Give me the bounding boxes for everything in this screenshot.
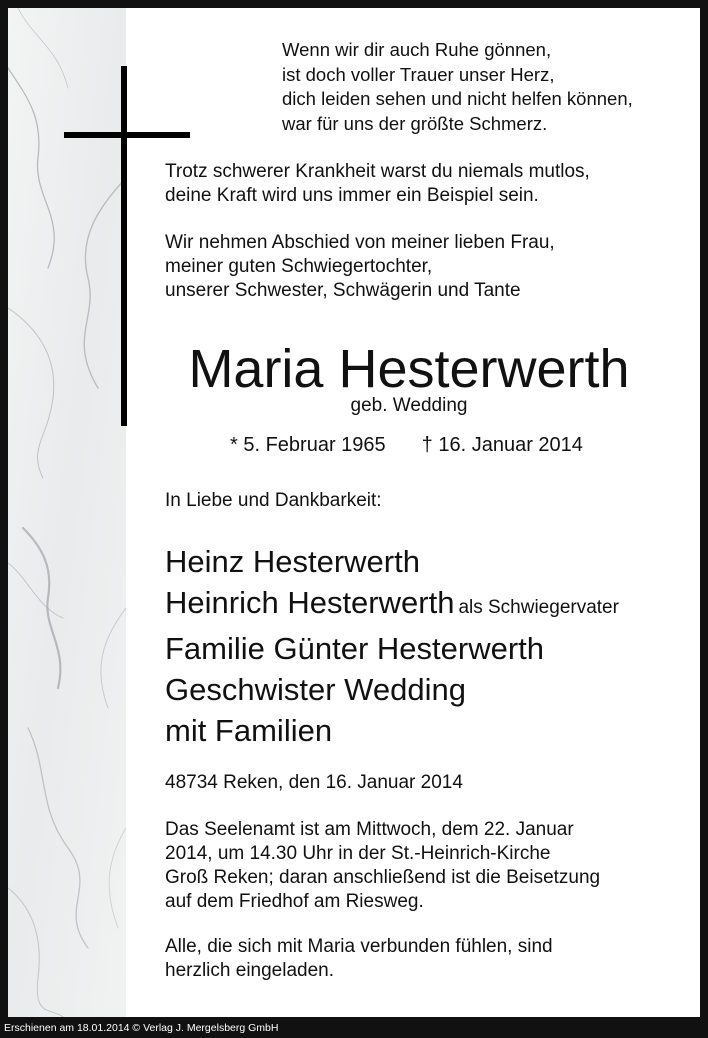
place-and-date: 48734 Reken, den 16. Januar 2014 xyxy=(165,772,463,793)
text-line: Trotz schwerer Krankheit warst du niemals mutlos, xyxy=(165,161,590,182)
text-line: Das Seelenamt ist am Mittwoch, dem 22. Januar xyxy=(165,819,574,840)
poem-line: war für uns der größte Schmerz. xyxy=(282,112,548,134)
mourner-relation: als Schwiegervater xyxy=(458,597,619,618)
mourner xyxy=(165,541,619,582)
text-line: Wir nehmen Abschied von meiner lieben Frau, xyxy=(165,232,555,253)
mourner-name: Heinz Hesterwerth xyxy=(165,544,420,579)
invitation xyxy=(165,935,553,983)
text-line: herzlich eingeladen. xyxy=(165,960,335,981)
deceased-name: Maria Hesterwerth xyxy=(188,339,630,399)
mourner xyxy=(165,628,619,669)
mourner-name: Geschwister Wedding xyxy=(165,672,466,707)
publication-footer: Erschienen am 18.01.2014 © Verlag J. Mergelsberg GmbH xyxy=(4,1022,279,1034)
mourners-list xyxy=(165,541,619,751)
text-line: 2014, um 14.30 Uhr in der St.-Heinrich-Kirche xyxy=(165,843,551,864)
birth-name: geb. Wedding xyxy=(350,395,468,416)
paragraph-farewell xyxy=(165,231,555,303)
text-line: meiner guten Schwiegertochter, xyxy=(165,256,433,277)
death-date: † 16. Januar 2014 xyxy=(421,434,583,456)
paragraph-strength xyxy=(165,160,590,208)
mourner xyxy=(165,582,619,628)
love-line: In Liebe und Dankbarkeit: xyxy=(165,490,382,511)
mourner xyxy=(165,669,619,710)
text-line: deine Kraft wird uns immer ein Beispiel sein. xyxy=(165,185,539,206)
poem-line: ist doch voller Trauer unser Herz, xyxy=(282,63,555,85)
mourner xyxy=(165,710,619,751)
text-line: Groß Reken; daran anschließend ist die Beisetzung xyxy=(165,867,601,888)
obituary-notice xyxy=(8,8,700,1017)
birth-date: * 5. Februar 1965 xyxy=(230,434,386,456)
service-info xyxy=(165,818,600,914)
mourner-name: Familie Günter Hesterwerth xyxy=(165,631,545,666)
text-line: Alle, die sich mit Maria verbunden fühlen, sind xyxy=(165,936,553,957)
mourner-name: Heinrich Hesterwerth xyxy=(165,585,455,620)
cross-horizontal-bar xyxy=(64,132,190,138)
poem-line: dich leiden sehen und nicht helfen können, xyxy=(282,88,633,109)
poem xyxy=(282,38,633,136)
mourner-name: mit Familien xyxy=(165,713,333,748)
text-line: unserer Schwester, Schwägerin und Tante xyxy=(165,280,521,301)
marble-strip xyxy=(8,8,126,1017)
poem-line: Wenn wir dir auch Ruhe gönnen, xyxy=(282,39,552,60)
text-line: auf dem Friedhof am Riesweg. xyxy=(165,891,424,912)
life-dates xyxy=(230,433,583,457)
